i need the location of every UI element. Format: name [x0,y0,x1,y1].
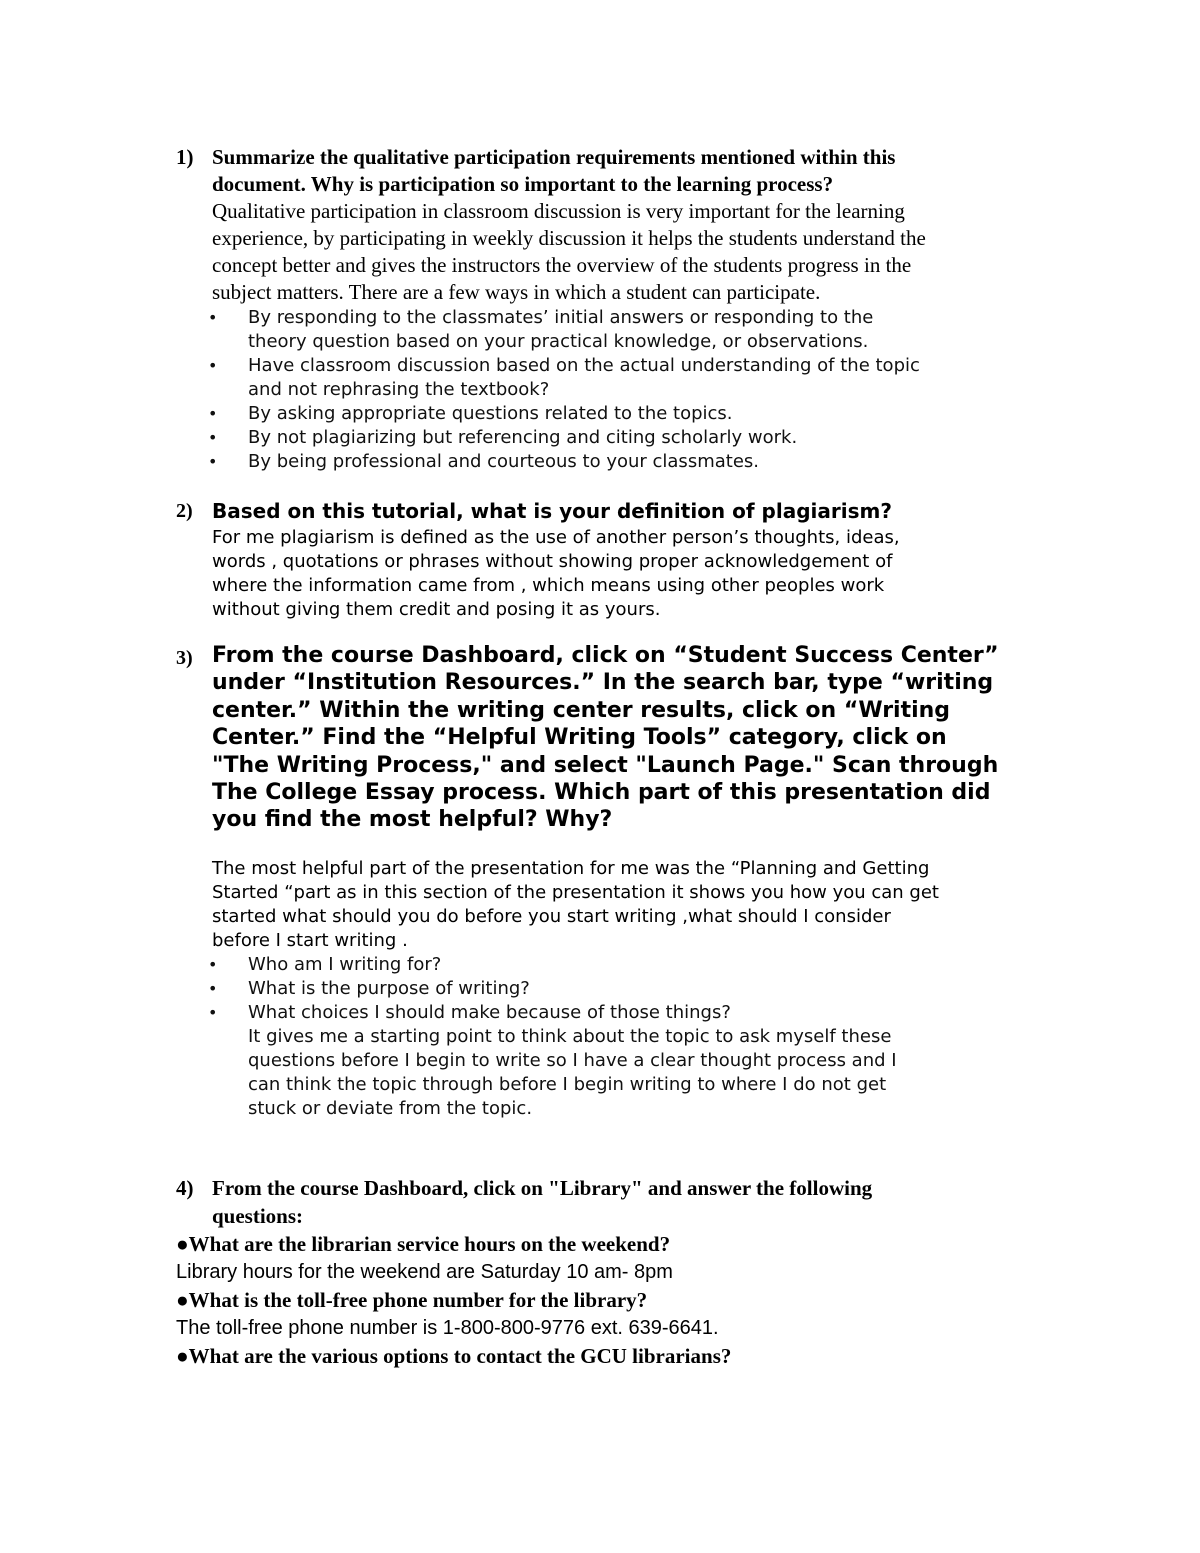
list-item: • What choices I should make because of those things? It gives me a starting point to think about the topic to ask myself these questions before I begin to write so I have a clear thought process and I can think the topic through before I begin writing to where I do not get stuck or deviate from the topic. [248,1001,1076,1121]
list-item: • Who am I writing for? [208,953,442,975]
sub-question: ●What are the librarian service hours on the weekend? [176,1232,671,1256]
participation-bullet-list [176,306,1076,474]
list-item: • By responding to the classmates’ initial answers or responding to the theory question based on your practical knowledge, or observations. [208,307,874,352]
answer-text: The most helpful part of the presentation for me was the “Planning and Getting Started “part as in this section of the presentation it shows you how you can get started what should you do before you start writing ,what should I consider before I start writing . [212,857,939,951]
question-number: 2) [176,500,193,522]
question-3 [176,642,1076,1121]
sub-answer: Library hours for the weekend are Saturday 10 am- 8pm [176,1261,673,1283]
bullet-icon: • [208,954,218,974]
bullet-icon: • [208,356,218,375]
bullet-icon: • [208,428,218,447]
question-4 [176,1174,1076,1230]
question-title: Summarize the qualitative participation requirements mentioned within this document. Why is participation so important to the learning process? [212,145,896,196]
list-item: • What is the purpose of writing? [208,977,530,999]
question-title: From the course Dashboard, click on “Student Success Center” under “Institution Resources.” In the search bar, type “writing center.” Within the writing center results, click on “Writing Center.” Find the “Helpful Writing Tools” category, click on "The Writing Process," and select "Launch Page." Scan through The College Essay process. Which part of this presentation did you find the most helpful? Why? [212,643,999,833]
list-item: • Have classroom discussion based on the actual understanding of the topic and not rephrasing the textbook? [208,355,920,400]
library-qa-list [176,1230,1076,1370]
answer-text: For me plagiarism is defined as the use of another person’s thoughts, ideas, words , quotations or phrases without showing proper acknowledgement of where the information came from , which means using other peoples work without giving them credit and posing it as yours. [212,527,900,620]
question-title: From the course Dashboard, click on "Library" and answer the following questions: [212,1176,873,1228]
answer-text: Qualitative participation in classroom discussion is very important for the learning experience, by participating in weekly discussion it helps the students understand the concept better and gives the instructors the overview of the students progress in the subject matters. There are a few ways in which a student can participate. [212,199,926,304]
bullet-icon: • [208,452,218,471]
question-number: 1) [176,145,194,169]
sub-question: ●What are the various options to contact the GCU librarians? [176,1344,732,1368]
followup-text: It gives me a starting point to think about the topic to ask myself these questions before I begin to write so I have a clear thought process and I can think the topic through before I begin writing to where I do not get stuck or deviate from the topic. [248,1025,897,1119]
bullet-icon: • [208,1002,218,1022]
sub-question: ●What is the toll-free phone number for the library? [176,1288,648,1312]
question-title: Based on this tutorial, what is your definition of plagiarism? [212,499,892,523]
bullet-icon: • [208,308,218,327]
question-number: 3) [176,647,193,669]
bullet-icon: • [208,404,218,423]
list-item: • By not plagiarizing but referencing and citing scholarly work. [208,427,798,448]
question-1 [176,144,1076,474]
list-item: • By being professional and courteous to your classmates. [208,451,759,472]
sub-answer: The toll-free phone number is 1-800-800-9776 ext. 639-6641. [176,1317,719,1339]
question-number: 4) [176,1176,194,1200]
question-2 [176,496,1076,622]
planning-bullet-list [176,953,1076,1121]
bullet-icon: • [208,978,218,998]
list-item: • By asking appropriate questions related to the topics. [208,403,733,424]
